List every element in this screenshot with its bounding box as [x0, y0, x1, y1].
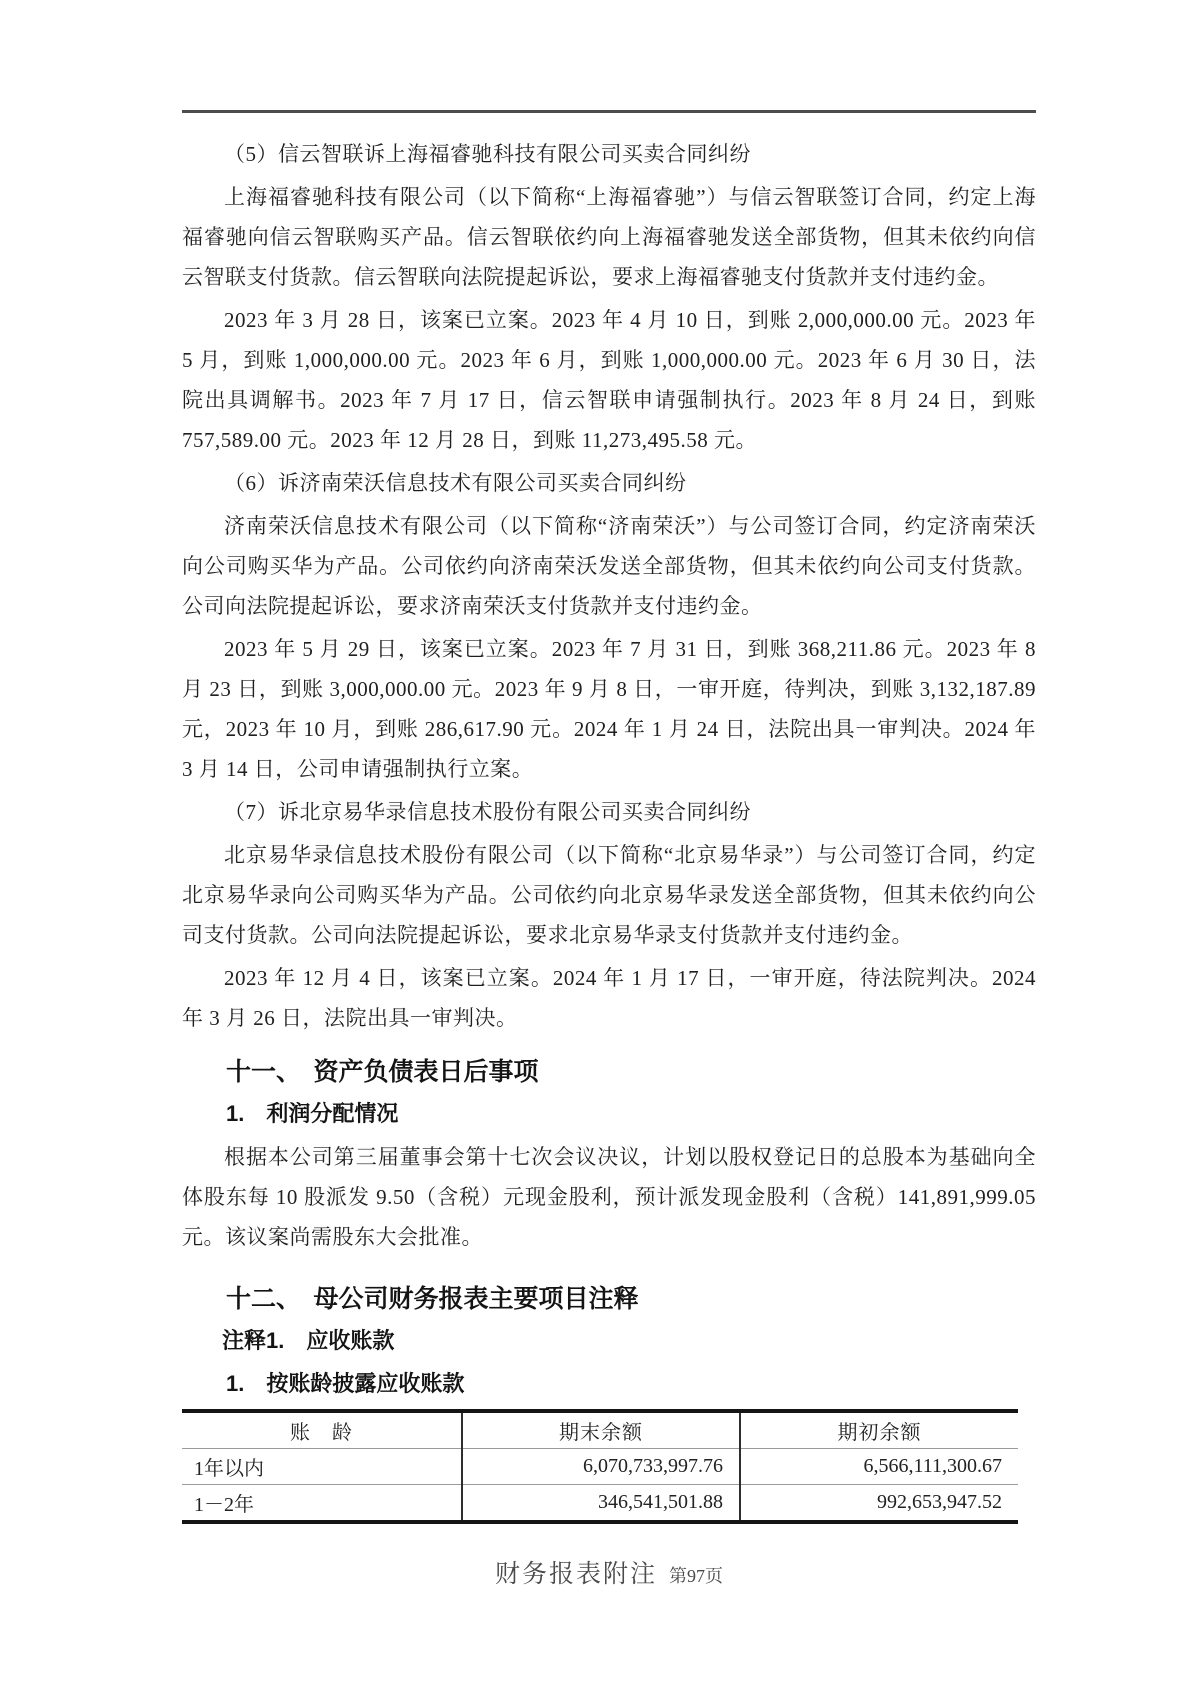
aging-cell: 1－2年	[194, 1494, 254, 1516]
footer-page-number: 第97页	[669, 1566, 723, 1586]
table-row-1-2-years	[182, 1485, 1018, 1523]
case6-timeline-paragraph: 2023 年 5 月 29 日，该案已立案。2023 年 7 月 31 日，到账 368,211.86 元。2023 年 8 月 23 日，到账 3,000,000.00 元。2023 年 9 月 8 日，一审开庭，待判决，到账 3,132,187.89 元，2023 年 10 月，到账 286,617.90 元。2024 年 1 月 24 日，法院出具一审判决。2024 年 3 月 14 日，公司申请强制执行立案。	[182, 637, 1036, 781]
profit-distribution-heading: 1. 利润分配情况	[226, 1101, 399, 1126]
profit-distribution-paragraph: 根据本公司第三届董事会第十七次会议决议，计划以股权登记日的总股本为基础向全体股东每 10 股派发 9.50（含税）元现金股利，预计派发现金股利（含税）141,891,999.05 元。该议案尚需股东大会批准。	[182, 1145, 1036, 1249]
receivables-aging-table	[182, 1409, 1018, 1524]
ending-balance-cell: 346,541,501.88	[462, 1485, 740, 1523]
note1-heading: 注释1. 应收账款	[222, 1328, 395, 1353]
page-footer	[182, 1554, 1036, 1590]
beginning-balance-cell: 992,653,947.52	[740, 1485, 1018, 1523]
aging-cell: 1年以内	[182, 1449, 462, 1485]
header-rule	[182, 110, 1036, 113]
section-12-heading: 十二、 母公司财务报表主要项目注释	[226, 1285, 639, 1313]
case7-timeline-paragraph: 2023 年 12 月 4 日，该案已立案。2024 年 1 月 17 日，一审开庭，待法院判决。2024 年 3 月 26 日，法院出具一审判决。	[182, 966, 1036, 1030]
case5-title-paragraph: （5）信云智联诉上海福睿驰科技有限公司买卖合同纠纷	[224, 142, 751, 166]
case5-description-paragraph: 上海福睿驰科技有限公司（以下简称“上海福睿驰”）与信云智联签订合同，约定上海福睿驰向信云智联购买产品。信云智联依约向上海福睿驰发送全部货物，但其未依约向信云智联支付货款。信云智联向法院提起诉讼，要求上海福睿驰支付货款并支付违约金。	[182, 185, 1036, 289]
footer-title: 财务报表附注	[494, 1561, 657, 1588]
page-content	[182, 134, 1036, 1524]
table-row-within-1-year	[182, 1449, 1018, 1485]
aging-disclosure-heading: 1. 按账龄披露应收账款	[226, 1371, 465, 1396]
table-header-row	[182, 1411, 1018, 1449]
header-cell-aging: 账 龄	[182, 1411, 462, 1449]
case5-timeline-paragraph: 2023 年 3 月 28 日，该案已立案。2023 年 4 月 10 日，到账 2,000,000.00 元。2023 年 5 月，到账 1,000,000.00 元。2023 年 6 月，到账 1,000,000.00 元。2023 年 6 月 30 日，法院出具调解书。2023 年 7 月 17 日，信云智联申请强制执行。2023 年 8 月 24 日，到账 757,589.00 元。2023 年 12 月 28 日，到账 11,273,495.58 元。	[182, 308, 1036, 452]
beginning-balance-cell: 6,566,111,300.67	[740, 1449, 1018, 1485]
section-11-heading: 十一、 资产负债表日后事项	[226, 1058, 539, 1086]
case6-description-paragraph: 济南荣沃信息技术有限公司（以下简称“济南荣沃”）与公司签订合同，约定济南荣沃向公司购买华为产品。公司依约向济南荣沃发送全部货物，但其未依约向公司支付货款。公司向法院提起诉讼，要求济南荣沃支付货款并支付违约金。	[182, 514, 1036, 618]
header-cell-beginning-balance: 期初余额	[740, 1411, 1018, 1449]
case6-title-paragraph: （6）诉济南荣沃信息技术有限公司买卖合同纠纷	[224, 471, 687, 495]
ending-balance-cell: 6,070,733,997.76	[462, 1449, 740, 1485]
header-cell-ending-balance: 期末余额	[462, 1411, 740, 1449]
case7-description-paragraph: 北京易华录信息技术股份有限公司（以下简称“北京易华录”）与公司签订合同，约定北京易华录向公司购买华为产品。公司依约向北京易华录发送全部货物，但其未依约向公司支付货款。公司向法院提起诉讼，要求北京易华录支付货款并支付违约金。	[182, 843, 1036, 947]
case7-title-paragraph: （7）诉北京易华录信息技术股份有限公司买卖合同纠纷	[224, 800, 751, 824]
